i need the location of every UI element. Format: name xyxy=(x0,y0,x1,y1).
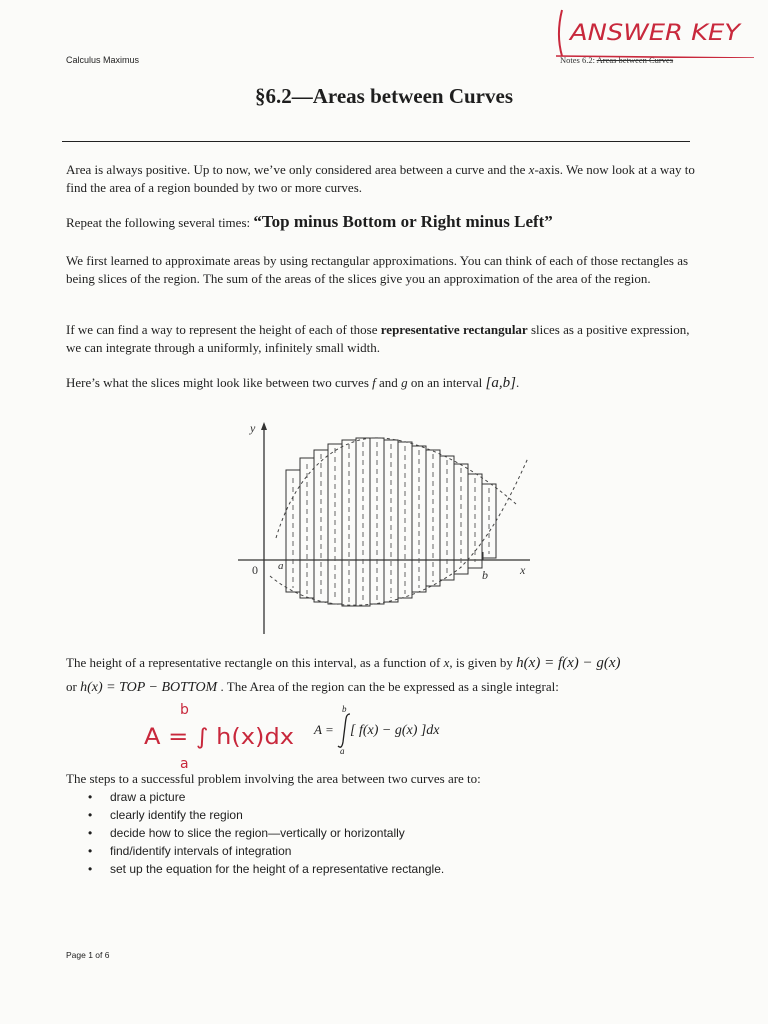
typeset-integral xyxy=(310,700,490,756)
intro-paragraph xyxy=(66,161,696,197)
intro-text-b: -axis. We now look at a way to find the area of a region bounded by two or more curves. xyxy=(66,162,695,195)
handwritten-integral xyxy=(140,700,300,770)
height-text-a: The height of a representative rectangle on this interval, as a function of xyxy=(66,655,444,670)
area-formula: h(x) = TOP − BOTTOM xyxy=(80,680,218,695)
page-number: Page 1 of 6 xyxy=(66,950,110,960)
integral-upper-limit: b xyxy=(342,704,347,714)
handwritten-lower-limit: a xyxy=(180,756,189,770)
rep-text-b: slices as a positive expression, we can integrate through a uniformly, infinitely small width. xyxy=(66,322,690,355)
list-item: • find/identify intervals of integration xyxy=(88,842,444,860)
slice-midlines xyxy=(293,442,489,602)
handwritten-upper-limit: b xyxy=(180,702,189,718)
list-item: • draw a picture xyxy=(88,788,444,806)
mantra-lead: Repeat the following several times: xyxy=(66,215,254,230)
y-axis-arrow xyxy=(261,422,267,430)
slices-interval: [a,b] xyxy=(485,375,516,391)
origin-label: 0 xyxy=(252,563,258,577)
curve-f xyxy=(276,438,516,538)
a-label: a xyxy=(278,560,284,572)
mantra-paragraph xyxy=(66,213,696,232)
slices-paragraph xyxy=(66,374,696,392)
title-rule xyxy=(62,141,690,142)
list-item: • clearly identify the region xyxy=(88,806,444,824)
integral-lower-limit: a xyxy=(340,746,345,756)
y-axis-label: y xyxy=(250,421,256,435)
representative-paragraph xyxy=(66,321,696,357)
height-x: x xyxy=(443,655,450,670)
course-name: Calculus Maximus xyxy=(66,55,140,65)
rectangles-paragraph: We first learned to approximate areas by using rectangular approximations. You can think of each of those rectangles as being slices of the region. The sum of the areas of the slices give you an approximation of the area of the region. xyxy=(66,253,689,286)
curve-g xyxy=(270,458,528,605)
x-axis-label: x xyxy=(520,563,526,577)
height-paragraph xyxy=(66,654,696,672)
area-paragraph xyxy=(66,678,696,697)
intro-x: x xyxy=(528,162,535,177)
b-label: b xyxy=(482,568,488,582)
slices-and: and xyxy=(375,375,402,390)
answer-key-stamp xyxy=(548,6,758,58)
slices-g: g xyxy=(401,375,408,390)
page-title: §6.2—Areas between Curves xyxy=(255,84,513,108)
height-formula: h(x) = f(x) − g(x) xyxy=(516,655,621,671)
integral-body: [ f(x) − g(x) ]dx xyxy=(350,723,440,738)
notes-label: Notes 6.2: xyxy=(560,55,595,65)
mantra-emphasis: “Top minus Bottom or Right minus Left” xyxy=(253,212,553,231)
rep-bold: representative rectangular xyxy=(380,322,528,337)
list-item: • set up the equation for the height of a representative rectangle. xyxy=(88,860,444,878)
area-text-a: or xyxy=(66,679,81,694)
slices-f: f xyxy=(372,375,376,390)
integral-sign xyxy=(338,714,350,747)
area-text-b: . The Area of the region can the be expressed as a single integral: xyxy=(217,679,559,694)
notes-topic-struck: Areas between Curves xyxy=(596,55,674,65)
steps-list xyxy=(88,788,444,878)
list-item: • decide how to slice the region—vertically or horizontally xyxy=(88,824,444,842)
slices-text-b: on an interval xyxy=(407,375,486,390)
rep-text-a: If we can find a way to represent the height of each of those xyxy=(66,322,381,337)
steps-intro: The steps to a successful problem involving the area between two curves are to: xyxy=(66,771,481,786)
slices-text-a: Here’s what the slices might look like between two curves xyxy=(66,375,373,390)
answer-key-text: ANSWER KEY xyxy=(567,21,742,46)
intro-text-a: Area is always positive. Up to now, we’ve only considered area between a curve and the xyxy=(66,162,529,177)
slices-end: . xyxy=(515,375,520,390)
integral-lhs: A = xyxy=(314,722,334,737)
height-text-b: , is given by xyxy=(449,655,517,670)
slices-graph xyxy=(230,418,540,638)
handwritten-formula: A = ∫ h(x)dx xyxy=(144,725,294,750)
